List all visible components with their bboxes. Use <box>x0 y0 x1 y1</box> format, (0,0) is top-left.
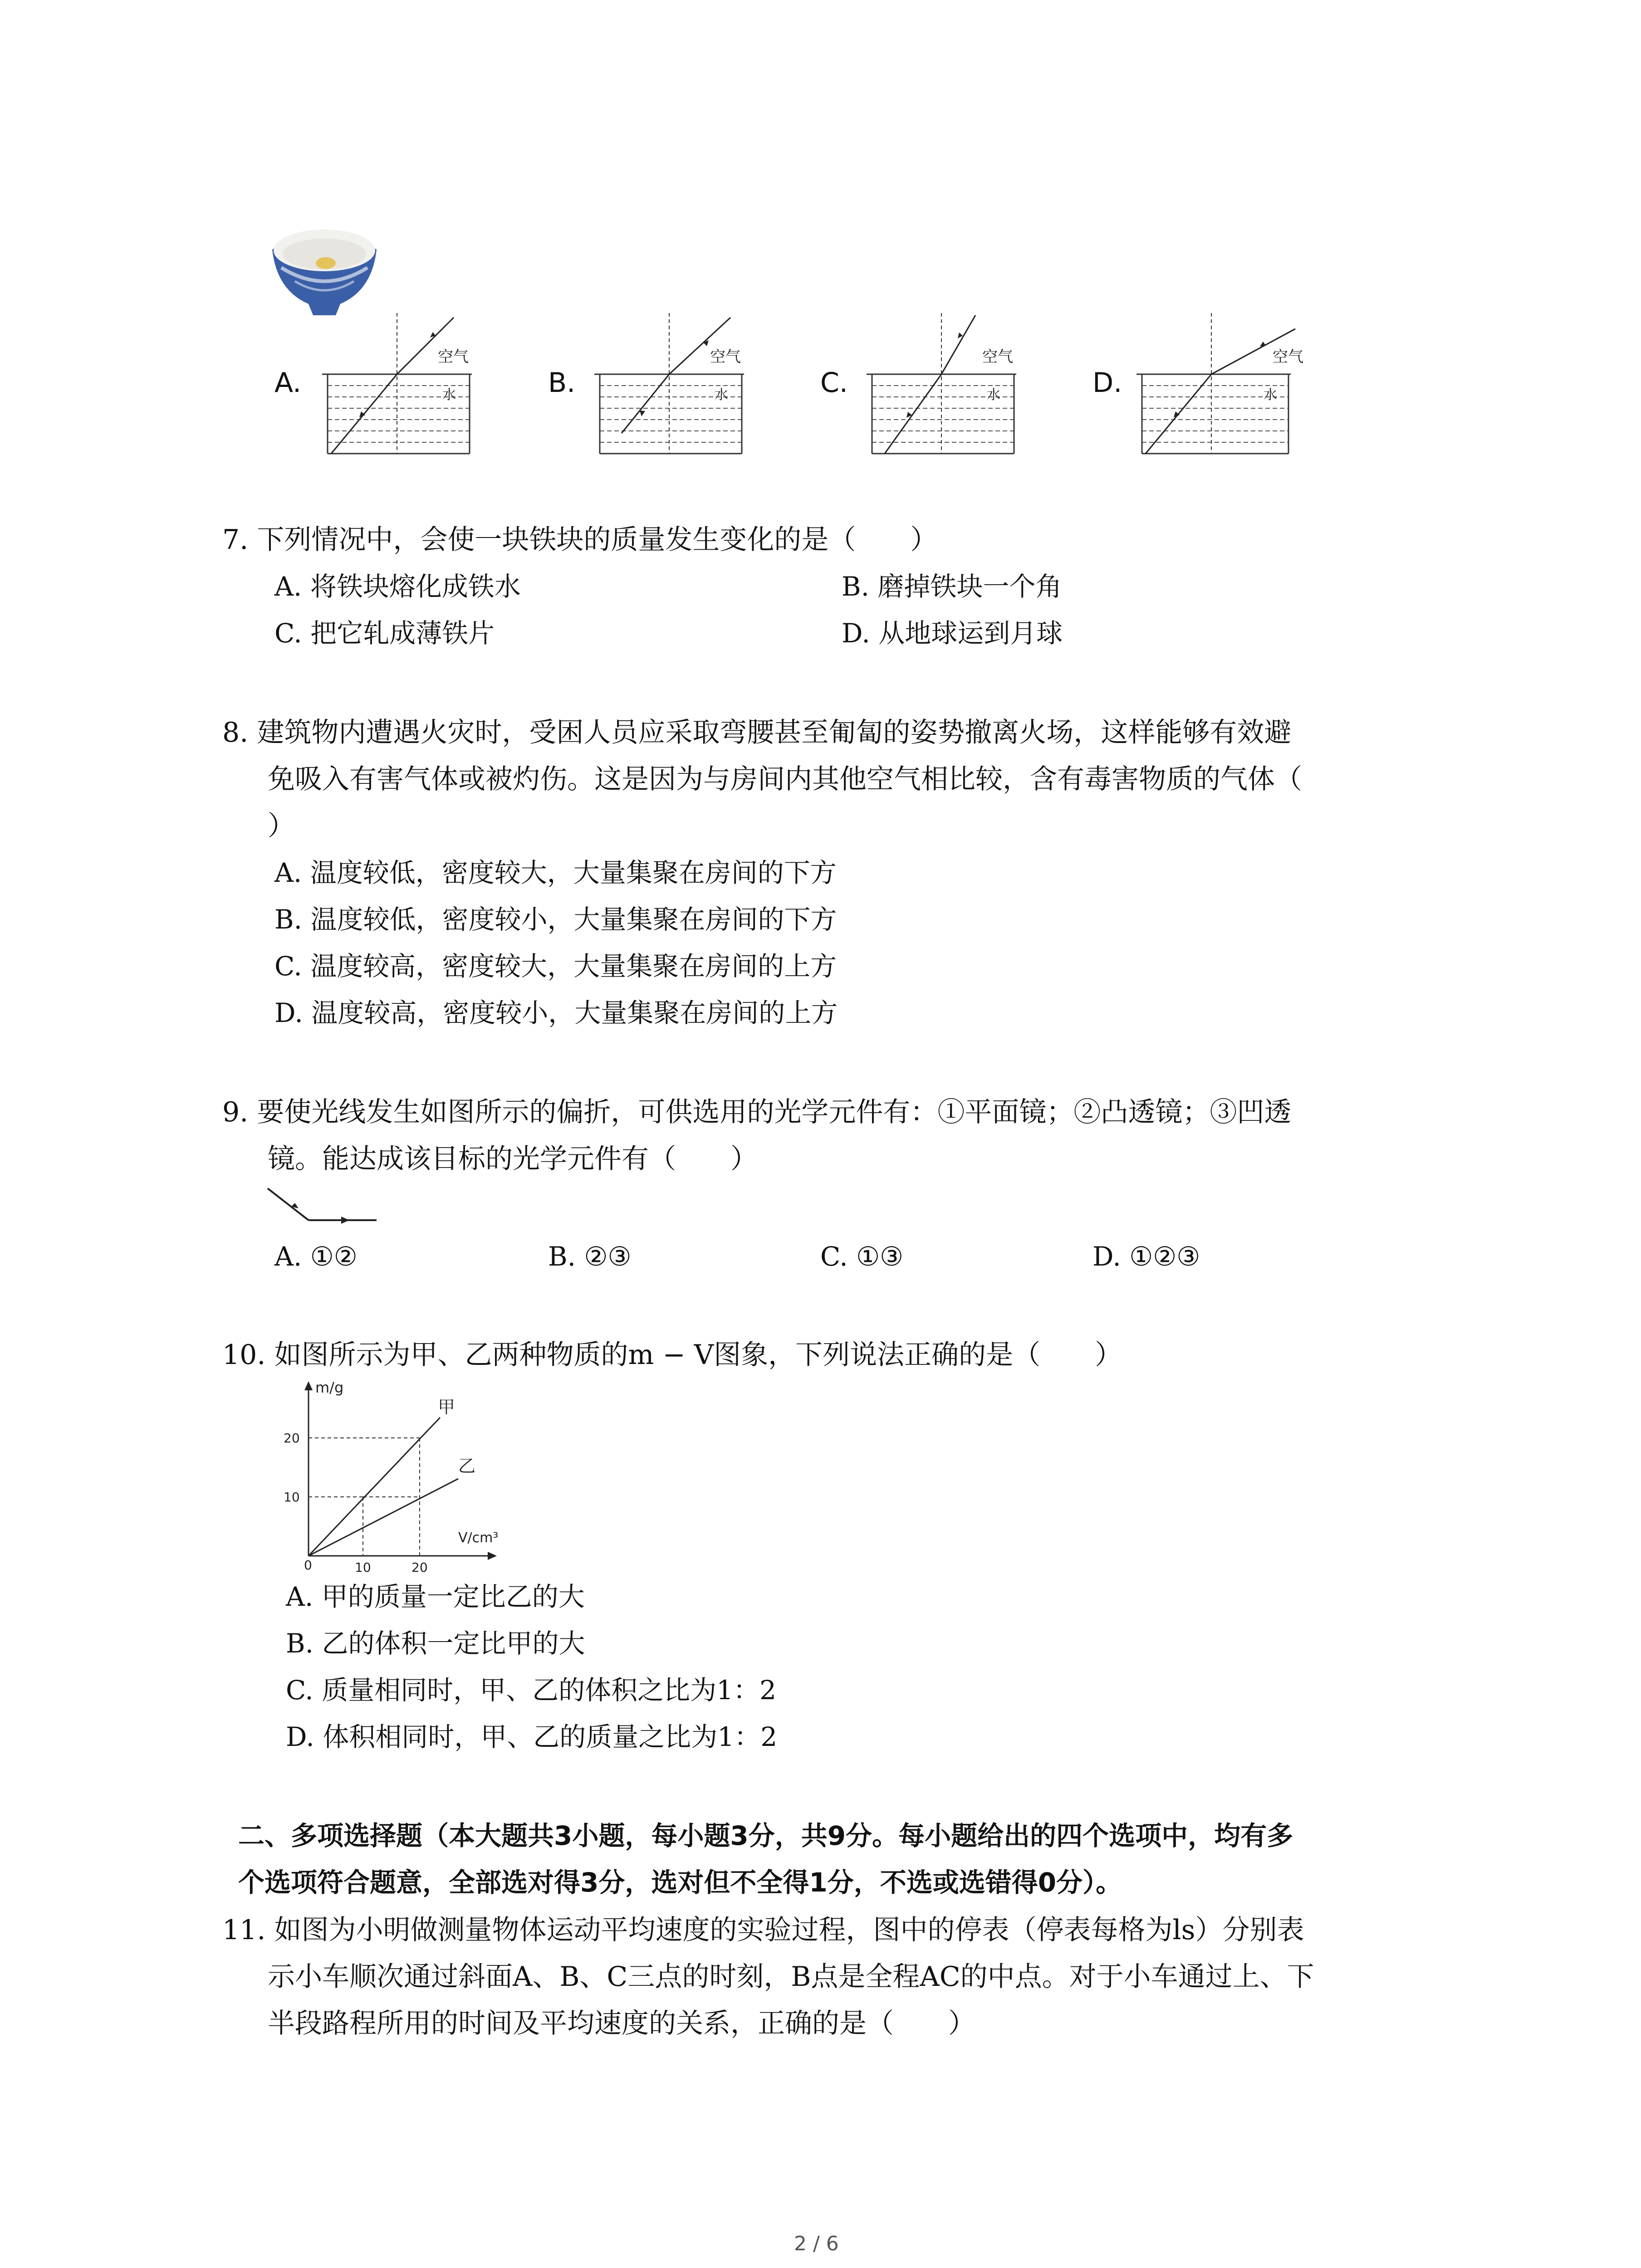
q6-c-air-label: 空气 <box>982 348 1013 366</box>
q10-series-jia-label: 甲 <box>438 1397 456 1417</box>
q7-option-c[interactable]: C. 把它轧成薄铁片 <box>274 618 495 649</box>
q8-stem-line1: 8. 建筑物内遭遇火灾时，受困人员应采取弯腰甚至匍匐的姿势撤离火场，这样能够有效避 <box>222 717 1292 748</box>
bowl-coin-photo <box>268 218 381 322</box>
q6-d-air-label: 空气 <box>1273 348 1303 366</box>
q6-diagram-c <box>867 308 1030 463</box>
q11-stem-line3: 半段路程所用的时间及平均速度的关系，正确的是（ ） <box>268 2008 975 2039</box>
q6-diagram-b <box>594 308 758 463</box>
q9-option-a[interactable]: A. ①② <box>274 1241 358 1272</box>
q6-option-b-letter[interactable]: B. <box>548 367 576 399</box>
q10-stem: 10. 如图所示为甲、乙两种物质的m − V图象，下列说法正确的是（ ） <box>222 1339 1122 1371</box>
q8-option-c[interactable]: C. 温度较高，密度较大，大量集聚在房间的上方 <box>274 951 837 982</box>
q8-option-b[interactable]: B. 温度较低，密度较小，大量集聚在房间的下方 <box>274 904 837 935</box>
q6-b-water-label: 水 <box>715 387 728 403</box>
q6-c-water-label: 水 <box>987 387 1000 403</box>
q10-x-tick-10: 10 <box>355 1560 371 1574</box>
q10-option-b[interactable]: B. 乙的体积一定比甲的大 <box>286 1628 585 1659</box>
q9-stem-line2: 镜。能达成该目标的光学元件有（ ） <box>268 1143 758 1175</box>
q7-option-a[interactable]: A. 将铁块熔化成铁水 <box>274 571 521 602</box>
q8-stem-line3: ） <box>268 810 295 842</box>
q6-option-c-letter[interactable]: C. <box>820 367 848 399</box>
q9-option-d[interactable]: D. ①②③ <box>1092 1241 1200 1272</box>
q9-option-c[interactable]: C. ①③ <box>820 1241 904 1272</box>
q8-option-a[interactable]: A. 温度较低，密度较大，大量集聚在房间的下方 <box>274 857 837 888</box>
q6-option-d-letter[interactable]: D. <box>1092 367 1122 399</box>
q6-d-water-label: 水 <box>1264 387 1277 403</box>
q10-mv-graph <box>272 1374 526 1574</box>
q11-stem-line1: 11. 如图为小明做测量物体运动平均速度的实验过程，图中的停表（停表每格为ls）分别表 <box>222 1914 1304 1946</box>
q6-b-air-label: 空气 <box>710 348 741 366</box>
q10-option-d[interactable]: D. 体积相同时，甲、乙的质量之比为1：2 <box>286 1721 778 1752</box>
section-2-heading-line1: 二、多项选择题（本大题共3小题，每小题3分，共9分。每小题给出的四个选项中，均有多 <box>238 1820 1293 1851</box>
q7-stem: 7. 下列情况中，会使一块铁块的质量发生变化的是（ ） <box>222 524 938 556</box>
q10-option-c[interactable]: C. 质量相同时，甲、乙的体积之比为1：2 <box>286 1675 776 1706</box>
q8-option-d[interactable]: D. 温度较高，密度较小，大量集聚在房间的上方 <box>274 997 838 1028</box>
q6-diagram-d <box>1136 308 1327 463</box>
q6-a-water-label: 水 <box>442 387 456 403</box>
q6-option-a-letter[interactable]: A. <box>274 367 302 399</box>
page-number: 2 / 6 <box>794 2232 839 2255</box>
q10-y-tick-20: 20 <box>284 1431 300 1446</box>
q10-series-yi-label: 乙 <box>458 1456 476 1476</box>
q10-series-yi-line <box>309 1479 458 1556</box>
q10-x-tick-20: 20 <box>411 1560 428 1574</box>
q7-option-d[interactable]: D. 从地球运到月球 <box>842 618 1063 649</box>
q10-option-a[interactable]: A. 甲的质量一定比乙的大 <box>286 1581 585 1612</box>
q8-stem-line2: 免吸入有害气体或被灼伤。这是因为与房间内其他空气相比较，含有毒害物质的气体（ <box>268 763 1302 795</box>
q6-a-air-label: 空气 <box>438 348 469 366</box>
q10-y-tick-10: 10 <box>284 1490 300 1505</box>
q11-stem-line2: 示小车顺次通过斜面A、B、C三点的时刻，B点是全程AC的中点。对于小车通过上、下 <box>268 1961 1314 1993</box>
q10-x-axis-label: V/cm³ <box>458 1530 499 1546</box>
q10-origin-label: 0 <box>304 1558 312 1573</box>
section-2-heading-line2: 个选项符合题意，全部选对得3分，选对但不全得1分，不选或选错得0分）。 <box>238 1867 1122 1898</box>
q9-stem-line1: 9. 要使光线发生如图所示的偏折，可供选用的光学元件有：①平面镜；②凸透镜；③凹透 <box>222 1096 1292 1128</box>
q10-y-axis-label: m/g <box>315 1379 344 1396</box>
q7-option-b[interactable]: B. 磨掉铁块一个角 <box>842 571 1062 602</box>
q6-diagram-a <box>322 308 485 463</box>
q9-light-ray-diagram <box>263 1184 381 1225</box>
q9-option-b[interactable]: B. ②③ <box>548 1241 632 1272</box>
